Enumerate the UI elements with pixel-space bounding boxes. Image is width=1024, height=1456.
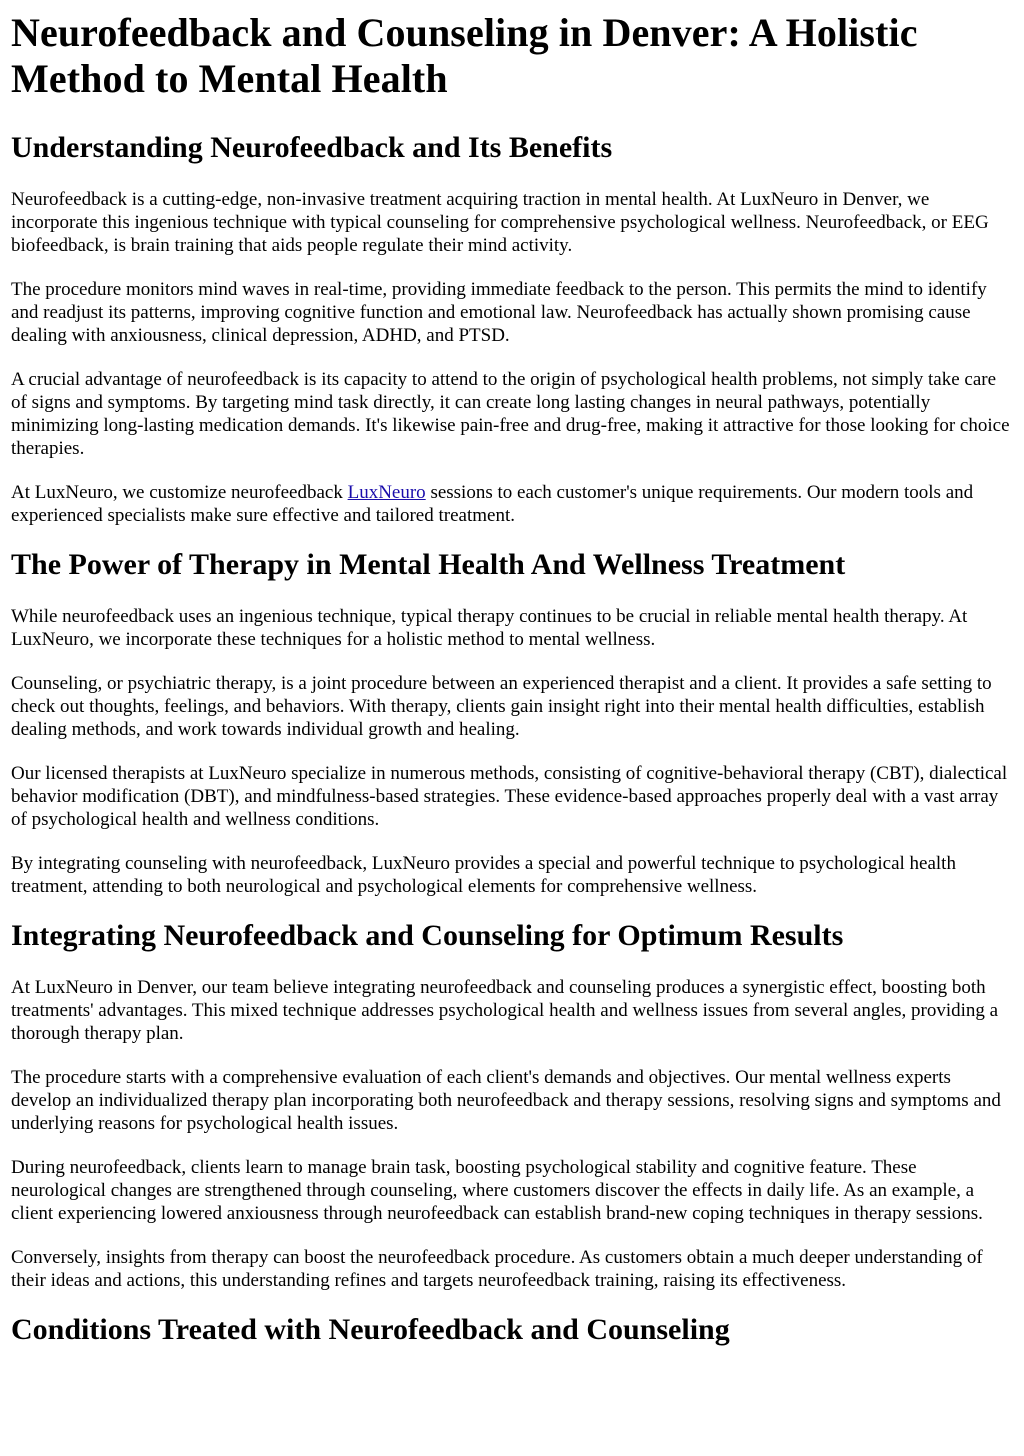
- paragraph: At LuxNeuro in Denver, our team believe integrating neurofeedback and counseling produces a synergistic effect, boosting both treatments' advantages. This mixed technique addresses psychological health and wellness issues from several angles, providing a thorough therapy plan.: [11, 977, 999, 1044]
- paragraph: A crucial advantage of neurofeedback is its capacity to attend to the origin of psychological health problems, not simply take care of signs and symptoms. By targeting mind task directly, it can create long lasting changes in neural pathways, potentially minimizing long-lasting medication demands. It's likewise pain-free and drug-free, making it attractive for those looking for choice therapies.: [11, 369, 1010, 459]
- section-heading-understanding-neurofeedback: Understanding Neurofeedback and Its Benefits: [11, 131, 613, 164]
- article: [0, 10, 1024, 1348]
- section-heading-integrating: Integrating Neurofeedback and Counseling for Optimum Results: [11, 919, 844, 952]
- paragraph-with-link: [11, 481, 1014, 527]
- section-heading-conditions-treated: Conditions Treated with Neurofeedback and Counseling: [11, 1313, 730, 1346]
- paragraph: Our licensed therapists at LuxNeuro specialize in numerous methods, consisting of cognitive-behavioral therapy (CBT), dialectical behavior modification (DBT), and mindfulness-based strategies. These evidence-based approaches properly deal with a vast array of psychological health and wellness conditions.: [11, 763, 1008, 830]
- page-title: Neurofeedback and Counseling in Denver: A Holistic Method to Mental Health: [11, 10, 918, 101]
- paragraph: Counseling, or psychiatric therapy, is a joint procedure between an experienced therapist and a client. It provides a safe setting to check out thoughts, feelings, and behaviors. With therapy, clients gain insight right into their mental health difficulties, establish dealing methods, and work towards individual growth and healing.: [11, 673, 992, 740]
- section-heading-power-of-therapy: The Power of Therapy in Mental Health And Wellness Treatment: [11, 548, 846, 581]
- paragraph: By integrating counseling with neurofeedback, LuxNeuro provides a special and powerful technique to psychological health treatment, attending to both neurological and psychological elements for comprehensive wellness.: [11, 853, 956, 897]
- paragraph: Neurofeedback is a cutting-edge, non-invasive treatment acquiring traction in mental health. At LuxNeuro in Denver, we incorporate this ingenious technique with typical counseling for comprehensive psychological wellness. Neurofeedback, or EEG biofeedback, is brain training that aids people regulate their mind activity.: [11, 189, 989, 256]
- luxneuro-link[interactable]: LuxNeuro: [347, 482, 426, 503]
- paragraph-text-after-link: sessions to each customer's unique requirements. Our modern tools and experienced specialists make sure effective and tailored treatment.: [11, 482, 974, 526]
- paragraph: Conversely, insights from therapy can boost the neurofeedback procedure. As customers obtain a much deeper understanding of their ideas and actions, this understanding refines and targets neurofeedback training, raising its effectiveness.: [11, 1247, 983, 1291]
- paragraph: During neurofeedback, clients learn to manage brain task, boosting psychological stability and cognitive feature. These neurological changes are strengthened through counseling, where customers discover the effects in daily life. As an example, a client experiencing lowered anxiousness through neurofeedback can establish brand-new coping techniques in therapy sessions.: [11, 1157, 983, 1224]
- paragraph-text-before-link: At LuxNeuro, we customize neurofeedback: [11, 482, 348, 503]
- paragraph: While neurofeedback uses an ingenious technique, typical therapy continues to be crucial in reliable mental health therapy. At LuxNeuro, we incorporate these techniques for a holistic method to mental wellness.: [11, 606, 968, 650]
- paragraph: The procedure starts with a comprehensive evaluation of each client's demands and objectives. Our mental wellness experts develop an individualized therapy plan incorporating both neurofeedback and therapy sessions, resolving signs and symptoms and underlying reasons for psychological health issues.: [11, 1067, 1001, 1134]
- paragraph: The procedure monitors mind waves in real-time, providing immediate feedback to the person. This permits the mind to identify and readjust its patterns, improving cognitive function and emotional law. Neurofeedback has actually shown promising cause dealing with anxiousness, clinical depression, ADHD, and PTSD.: [11, 279, 987, 346]
